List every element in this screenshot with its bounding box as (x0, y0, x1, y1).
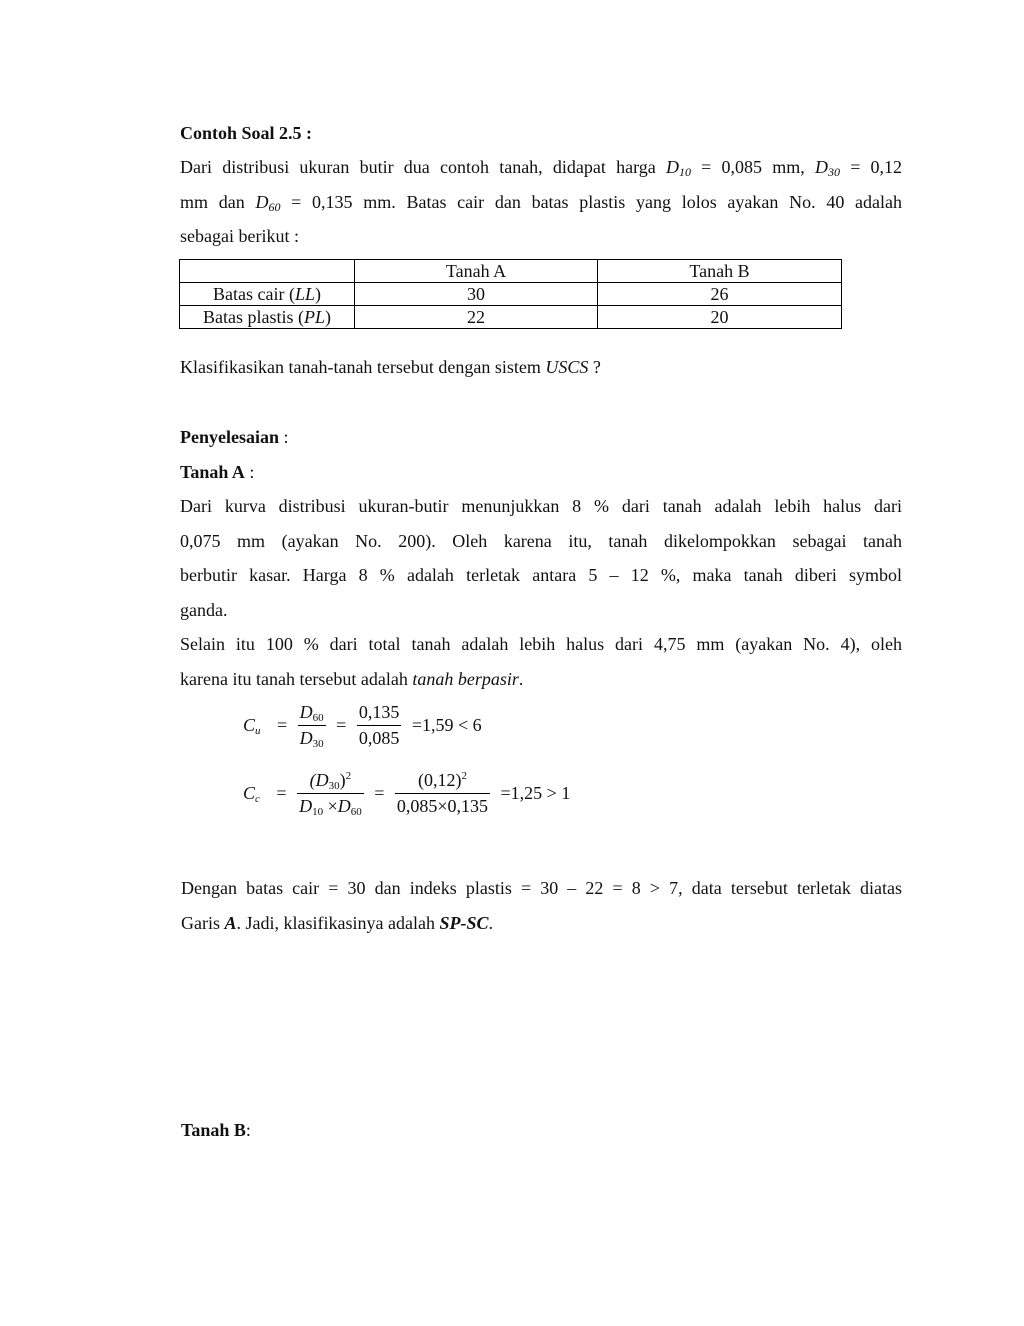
table-header-cell (180, 260, 355, 283)
table-cell: 30 (355, 283, 598, 306)
table-header-cell: Tanah B (598, 260, 842, 283)
table-row (180, 306, 842, 329)
tanah-a-paragraph: Dari kurva distribusi ukuran-butir menunjukkan 8 % dari tanah adalah lebih halus dari 0,075 mm (ayakan No. 200). Oleh karena itu, tanah dikelompokkan sebagai tanah berbutir kasar. Harga 8 % adalah terletak antara 5 – 12 %, maka tanah diberi symbol ganda. Selain itu 100 % dari total tanah adalah lebih halus dari 4,75 mm (ayakan No. 4), oleh karena itu tanah tersebut adalah tanah berpasir. (180, 496, 902, 689)
table-cell: 26 (598, 283, 842, 306)
fraction-d60-d30: $\frac{D_{60}}{D_{30}}$ (299, 702, 324, 750)
problem-statement (180, 150, 902, 254)
tanah-a-heading: Tanah A : (180, 461, 255, 482)
problem-line-2: mm dan $D_{60} = 0,135$ mm. Batas cair dan batas plastis yang lolos ayakan No. 40 adalah (180, 191, 902, 214)
fraction-values: $\frac{0,135}{0,085}$ (358, 702, 400, 748)
table-header-cell: Tanah A (355, 260, 598, 283)
title-text: Contoh Soal 2.5 : (180, 123, 313, 143)
atterberg-table (179, 259, 842, 329)
problem-title (180, 116, 902, 151)
equation-cc: $C_c$ = $\frac{(D_{30})^2}{D_{10} \times D_{60}}$ = $\frac{(0,12)^2}{0,085\times 0,135}$ =1,25 > 1 (243, 770, 571, 818)
table-header-row (180, 260, 842, 283)
tanah-b-heading: Tanah B: (181, 1120, 251, 1140)
question: Klasifikasikan tanah-tanah tersebut dengan sistem USCS ? (180, 357, 601, 377)
problem-line-1: Dari distribusi ukuran butir dua contoh tanah, didapat harga $D_{10} = 0,085$ mm, $D_{30} = 0,12$ (180, 157, 903, 179)
table-row-label: Batas cair (LL) (180, 283, 355, 306)
table-cell: 22 (355, 306, 598, 329)
table-row-label: Batas plastis (PL) (180, 306, 355, 329)
fraction-d30-squared: $\frac{(D_{30})^2}{D_{10} \times D_{60}}$ (299, 770, 362, 818)
solution-heading: Penyelesaian : Tanah A : (180, 420, 902, 489)
table-cell: 20 (598, 306, 842, 329)
problem-line-3: sebagai berikut : (180, 226, 299, 246)
equation-cu: $C_u$ = $\frac{D_{60}}{D_{30}}$ = $\frac{0,135}{0,085}$ =1,59 < 6 (243, 702, 482, 750)
conclusion: Dengan batas cair = 30 dan indeks plastis = 30 – 22 = 8 > 7, data tersebut terletak diatas Garis A. Jadi, klasifikasinya adalah SP-SC. (181, 878, 902, 933)
table-row (180, 283, 842, 306)
fraction-values: $\frac{(0,12)^2}{0,085\times 0,135}$ (396, 770, 489, 816)
